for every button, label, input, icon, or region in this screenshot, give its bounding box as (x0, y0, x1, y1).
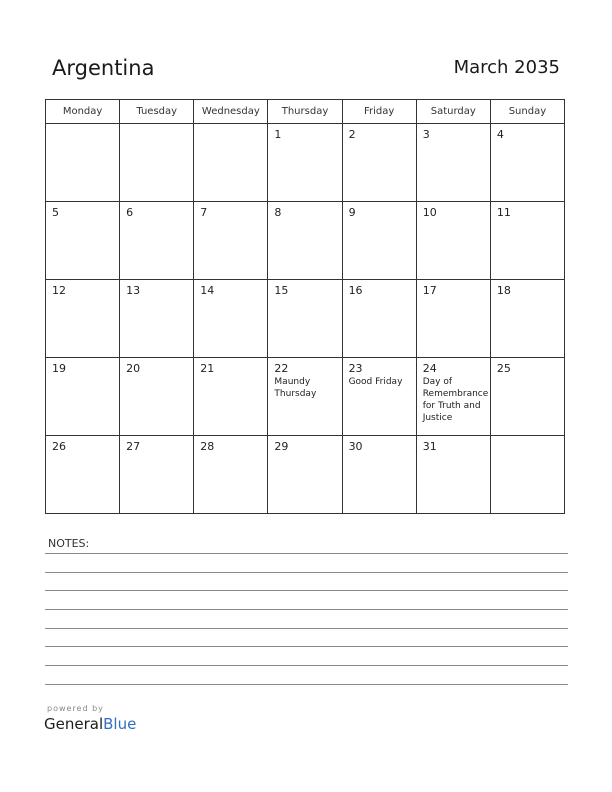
calendar-header (0, 0, 612, 90)
day-cell (120, 202, 194, 280)
day-cell (194, 436, 268, 514)
day-number: 4 (496, 128, 504, 141)
day-cell (268, 202, 342, 280)
day-cell (268, 124, 342, 202)
brand-general: General (44, 715, 104, 733)
calendar-grid (45, 99, 565, 514)
day-number: 5 (52, 206, 59, 219)
day-number: 11 (496, 206, 511, 219)
weekday-tuesday: Tuesday (120, 100, 194, 124)
notes-line (45, 590, 568, 591)
day-number: 2 (348, 128, 356, 141)
notes-line (45, 646, 568, 647)
day-number: 15 (274, 284, 289, 297)
day-cell (268, 280, 342, 358)
holiday-label: Good Friday (348, 377, 403, 387)
weekday-monday: Monday (46, 100, 120, 124)
day-number: 16 (348, 284, 363, 297)
weekday-wednesday: Wednesday (194, 100, 268, 124)
weekday-saturday: Saturday (416, 100, 490, 124)
day-number: 25 (496, 362, 511, 375)
day-cell (490, 202, 564, 280)
day-number: 21 (200, 362, 215, 375)
brand-logo (44, 704, 136, 733)
day-number: 31 (422, 440, 437, 453)
day-cell (490, 280, 564, 358)
day-cell (490, 358, 564, 436)
month-title: March 2035 (453, 57, 560, 78)
notes-line (45, 609, 568, 610)
day-cell (416, 280, 490, 358)
notes-line (45, 684, 568, 685)
day-number: 10 (422, 206, 437, 219)
day-number: 24 (422, 362, 437, 375)
day-cell (268, 358, 342, 436)
day-number (120, 124, 193, 128)
day-cell (120, 280, 194, 358)
notes-label: NOTES: (48, 537, 90, 550)
brand-blue: Blue (103, 715, 137, 733)
day-number: 8 (274, 206, 282, 219)
notes-line (45, 572, 568, 573)
holiday-label: Maundy Thursday (274, 377, 317, 399)
weekday-thursday: Thursday (268, 100, 342, 124)
day-number: 17 (422, 284, 437, 297)
brand-name (44, 715, 136, 733)
week-row-1 (46, 124, 565, 202)
day-cell (416, 358, 490, 436)
day-number: 20 (126, 362, 141, 375)
week-row-3 (46, 280, 565, 358)
day-number: 6 (126, 206, 134, 219)
week-row-2 (46, 202, 565, 280)
day-number: 9 (348, 206, 356, 219)
day-cell (120, 358, 194, 436)
day-cell (342, 436, 416, 514)
powered-by-text: powered by (47, 704, 104, 713)
notes-line (45, 553, 568, 554)
day-number (491, 436, 564, 440)
day-cell (120, 124, 194, 202)
day-number: 22 (274, 362, 289, 375)
day-cell (416, 436, 490, 514)
day-number (46, 124, 119, 128)
day-number: 18 (496, 284, 511, 297)
day-number: 28 (200, 440, 215, 453)
day-cell (194, 124, 268, 202)
weekday-header-row (46, 100, 565, 124)
day-number (194, 124, 267, 128)
day-cell (268, 436, 342, 514)
day-number: 30 (348, 440, 363, 453)
notes-line (45, 665, 568, 666)
day-number: 1 (274, 128, 282, 141)
day-cell (46, 436, 120, 514)
day-cell (46, 202, 120, 280)
day-number: 26 (52, 440, 66, 453)
week-row-4 (46, 358, 565, 436)
day-cell (416, 124, 490, 202)
day-number: 27 (126, 440, 141, 453)
day-cell (46, 358, 120, 436)
day-cell (490, 124, 564, 202)
week-row-5 (46, 436, 565, 514)
day-cell (342, 280, 416, 358)
day-cell (120, 436, 194, 514)
day-cell (46, 280, 120, 358)
day-cell (194, 280, 268, 358)
day-number: 29 (274, 440, 289, 453)
day-number: 23 (348, 362, 363, 375)
day-cell (342, 202, 416, 280)
weekday-friday: Friday (342, 100, 416, 124)
day-number: 13 (126, 284, 141, 297)
day-number: 3 (422, 128, 430, 141)
notes-line (45, 628, 568, 629)
day-cell (194, 358, 268, 436)
day-cell (416, 202, 490, 280)
day-cell (342, 124, 416, 202)
day-number: 19 (52, 362, 66, 375)
day-cell (194, 202, 268, 280)
day-cell (490, 436, 564, 514)
day-number: 7 (200, 206, 208, 219)
country-title: Argentina (52, 56, 155, 80)
day-number: 14 (200, 284, 215, 297)
day-cell (342, 358, 416, 436)
day-cell (46, 124, 120, 202)
weekday-sunday: Sunday (490, 100, 564, 124)
holiday-label: Day of Remembrance for Truth and Justice (422, 377, 489, 423)
day-number: 12 (52, 284, 66, 297)
